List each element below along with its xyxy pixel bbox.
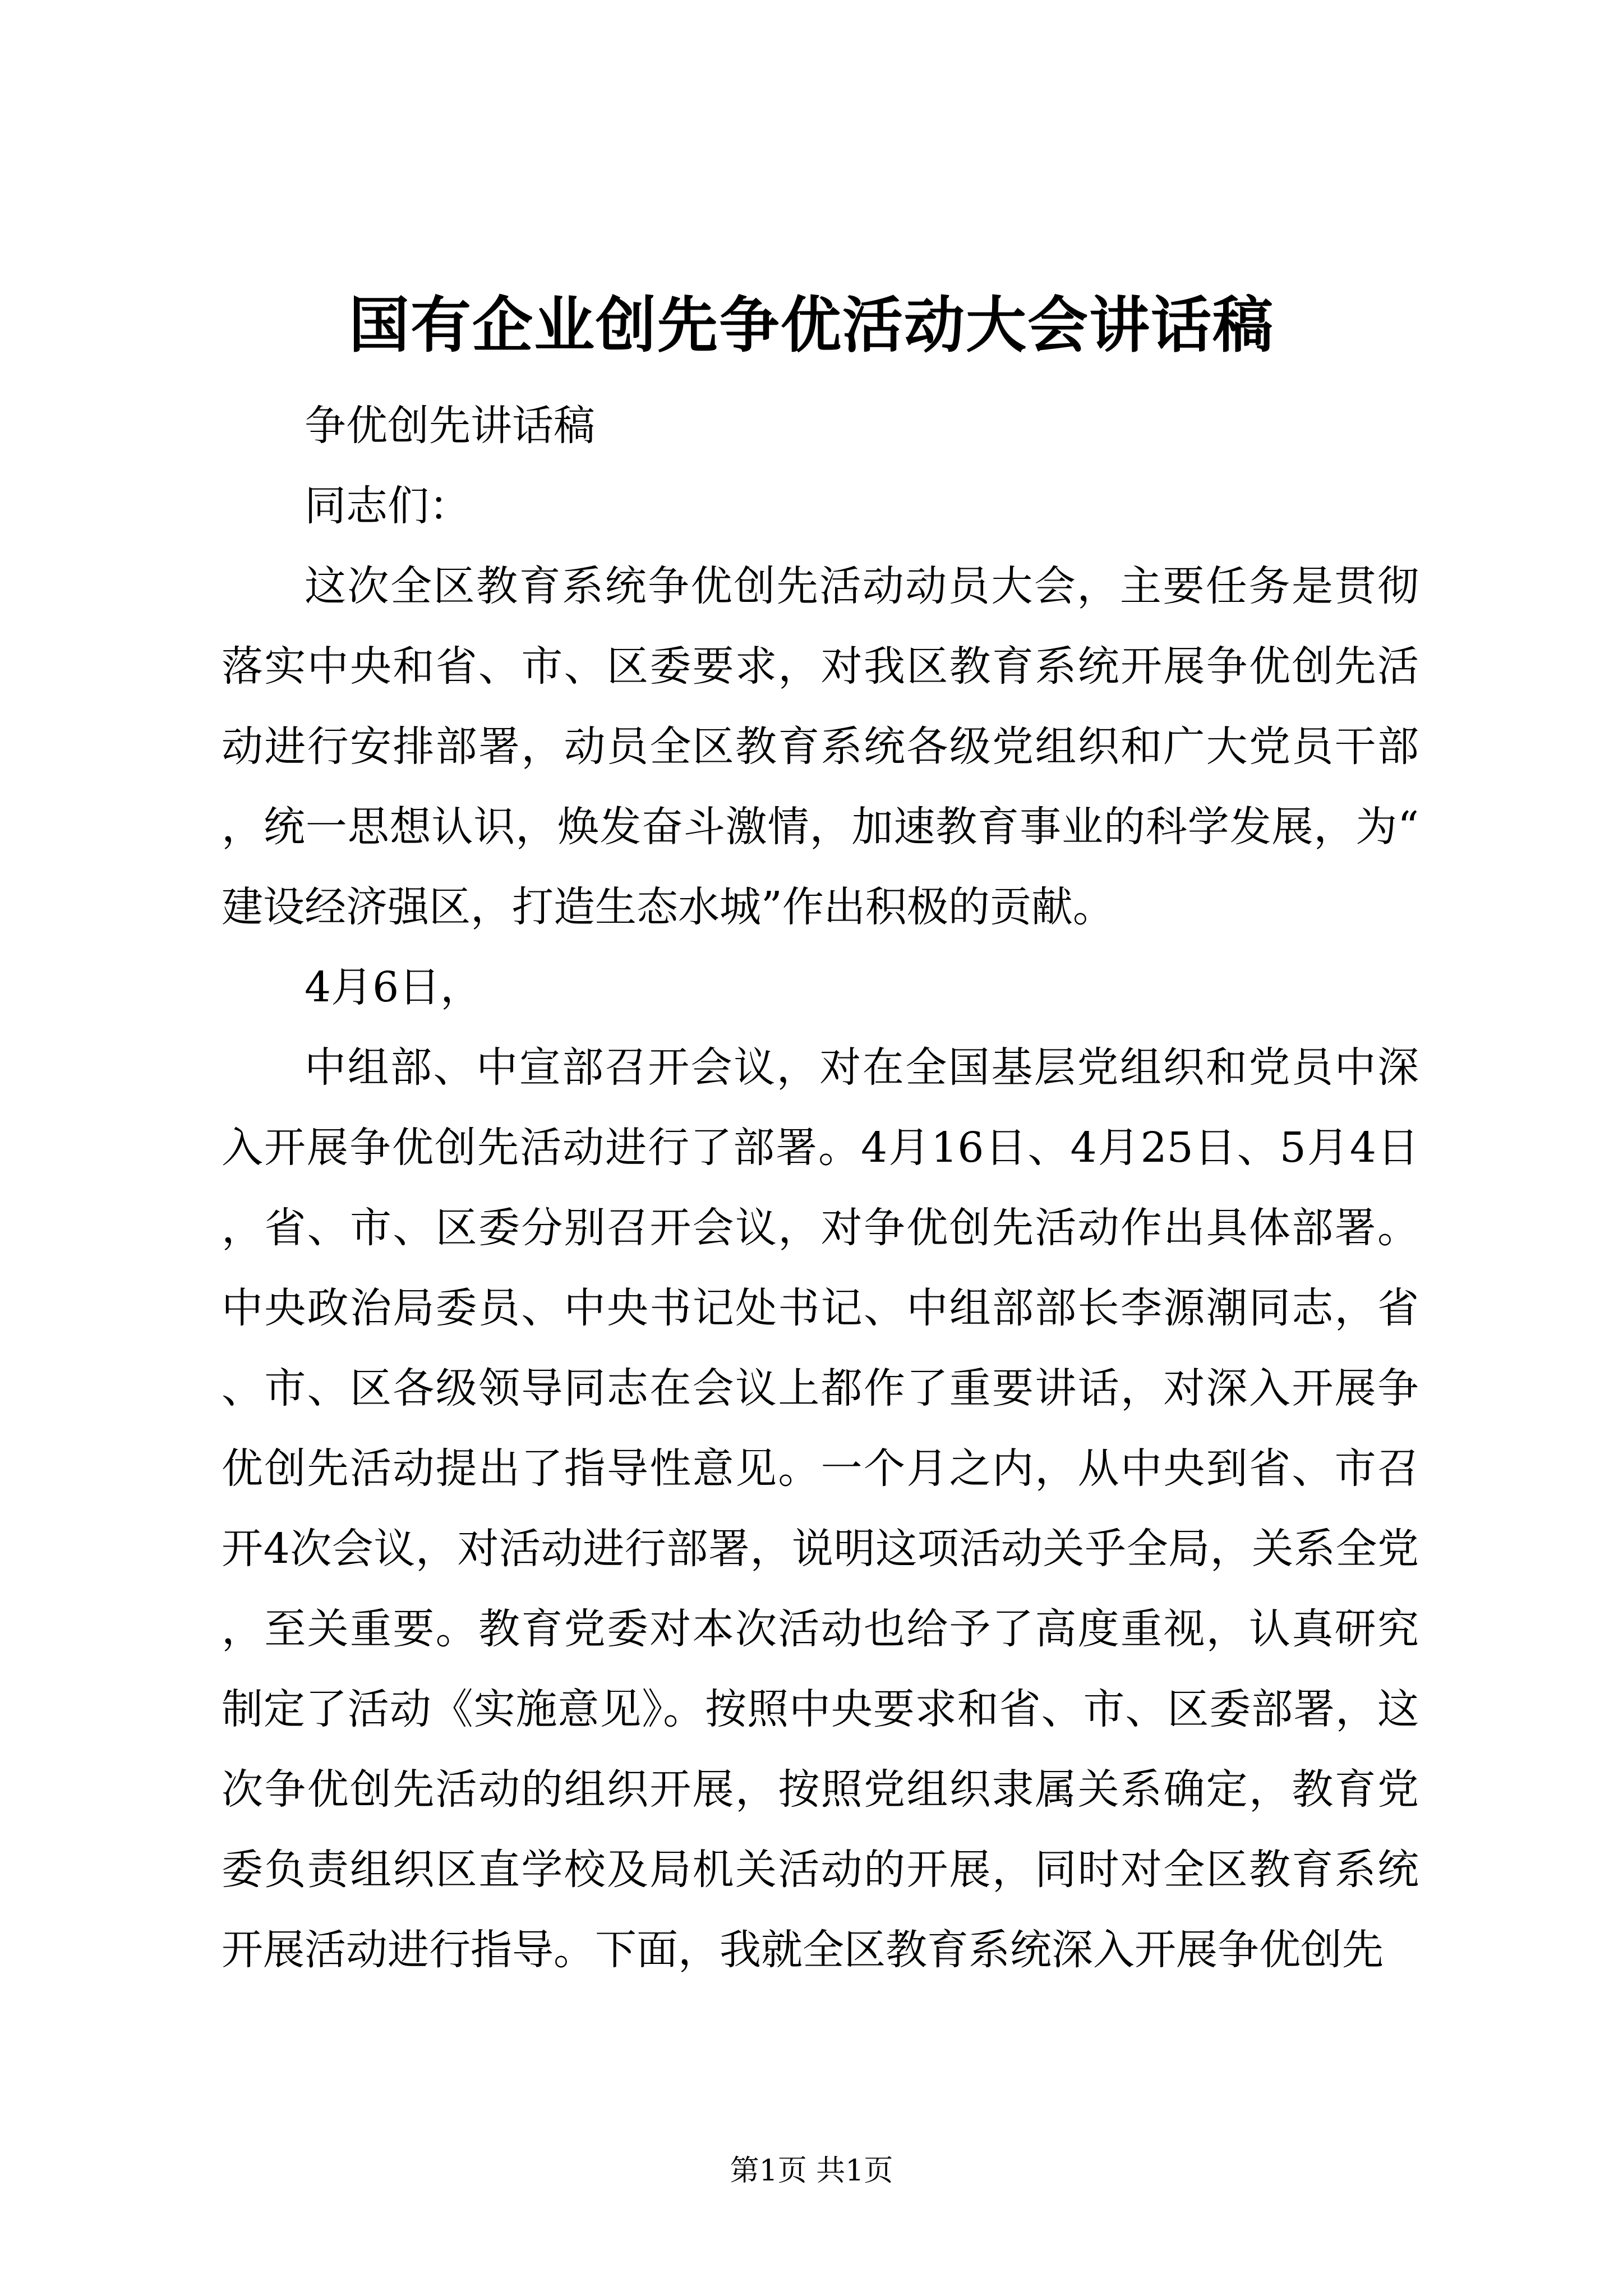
paragraph-subtitle: 争优创先讲话稿	[305, 402, 595, 450]
paragraph-intro: 这次全区教育系统争优创先活动动员大会，主要任务是贯彻落实中央和省、市、区委要求，对我区教育系统开展争优创先活动进行安排部署，动员全区教育系统各级党组织和广大党员干部，统一思想认识，焕发奋斗激情，加速教育事业的科学发展，为“建设经济强区，打造生态水城”作出积极的贡献。	[222, 562, 1419, 931]
page-number-footer: 第1页 共1页	[730, 2154, 893, 2188]
paragraph-main: 中组部、中宣部召开会议，对在全国基层党组织和党员中深入开展争优创先活动进行了部署。4月16日、4月25日、5月4日，省、市、区委分别召开会议，对争优创先活动作出具体部署。中央政治局委员、中央书记处书记、中组部部长李源潮同志，省、市、区各级领导同志在会议上都作了重要讲话，对深入开展争优创先活动提出了指导性意见。一个月之内，从中央到省、市召开4次会议，对活动进行部署，说明这项活动关乎全局，关系全党，至关重要。教育党委对本次活动也给予了高度重视，认真研究制定了活动《实施意见》。按照中央要求和省、市、区委部署，这次争优创先活动的组织开展，按照党组织隶属关系确定，教育党委负责组织区直学校及局机关活动的开展，同时对全区教育系统开展活动进行指导。下面，我就全区教育系统深入开展争优创先	[222, 1043, 1419, 1974]
document-body	[222, 386, 1419, 1990]
paragraph-salutation: 同志们：	[305, 482, 471, 530]
document-title: 国有企业创先争优活动大会讲话稿	[348, 290, 1274, 361]
paragraph-date: 4月6日，	[305, 963, 482, 1011]
